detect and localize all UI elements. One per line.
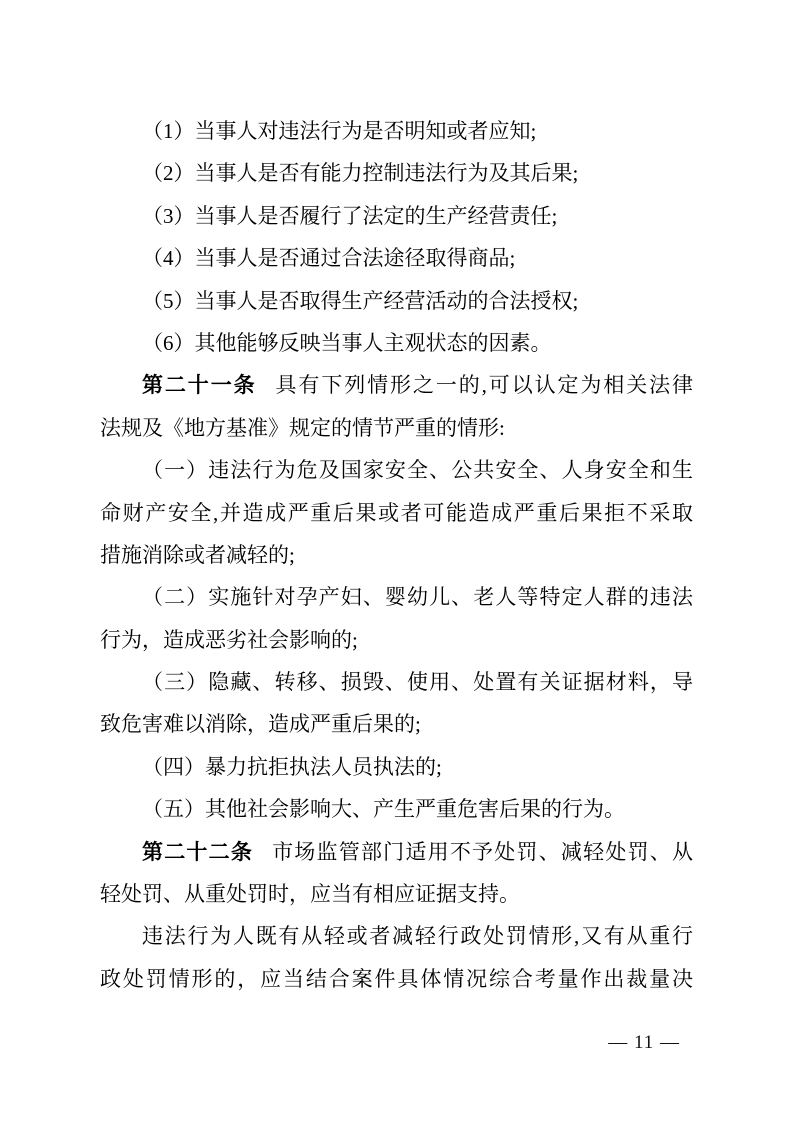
text-run: （三）隐藏、转移、损毁、使用、处置有关证据材料，导 [142,670,693,695]
article-heading: 第二十二条 [142,839,254,864]
text-run: （3）当事人是否履行了法定的生产经营责任; [142,203,558,228]
text-line [100,788,693,830]
text-line [100,746,693,788]
text-line [100,661,693,703]
text-line [100,831,693,873]
text-line [100,534,693,576]
text-line [100,915,693,957]
text-line [100,110,693,152]
text-run: 行为，造成恶劣社会影响的; [100,627,358,652]
text-line [100,407,693,449]
text-line [100,280,693,322]
text-line [100,492,693,534]
text-run: （一）违法行为危及国家安全、公共安全、人身安全和生 [142,458,693,483]
text-line [100,237,693,279]
text-run: （2）当事人是否有能力控制违法行为及其后果; [142,161,579,186]
text-run: 命财产安全,并造成严重后果或者可能造成严重后果拒不采取 [100,500,693,525]
text-line [100,449,693,491]
text-run: （四）暴力抗拒执法人员执法的; [142,754,442,779]
text-run: （五）其他社会影响大、产生严重危害后果的行为。 [142,797,625,822]
text-line [100,322,693,364]
text-line [100,873,693,915]
text-line [100,619,693,661]
text-line [100,152,693,194]
document-body [100,110,693,1000]
text-run: 法规及《地方基准》规定的情节严重的情形: [100,415,505,440]
text-line [100,195,693,237]
text-run: （5）当事人是否取得生产经营活动的合法授权; [142,288,579,313]
text-line [100,958,693,1000]
text-run: （二）实施针对孕产妇、婴幼儿、老人等特定人群的违法 [142,585,693,610]
text-run: （4）当事人是否通过合法途径取得商品; [142,246,516,271]
text-run: 违法行为人既有从轻或者减轻行政处罚情形,又有从重行 [142,924,693,949]
text-run: 致危害难以消除，造成严重后果的; [100,712,421,737]
text-run: 措施消除或者减轻的; [100,542,295,567]
article-heading: 第二十一条 [142,373,257,398]
text-line [100,364,693,406]
text-run: （1）当事人对违法行为是否明知或者应知; [142,119,537,143]
text-run: 轻处罚、从重处罚时，应当有相应证据支持。 [100,882,520,907]
text-line [100,576,693,618]
text-run: 市场监管部门适用不予处罚、减轻处罚、从 [272,839,693,864]
text-run: 政处罚情形的，应当结合案件具体情况综合考量作出裁量决 [100,966,693,991]
text-run: （6）其他能够反映当事人主观状态的因素。 [142,330,552,355]
page-number: — 11 — [608,1032,680,1053]
text-line [100,703,693,745]
text-run: 具有下列情形之一的,可以认定为相关法律 [275,373,693,398]
